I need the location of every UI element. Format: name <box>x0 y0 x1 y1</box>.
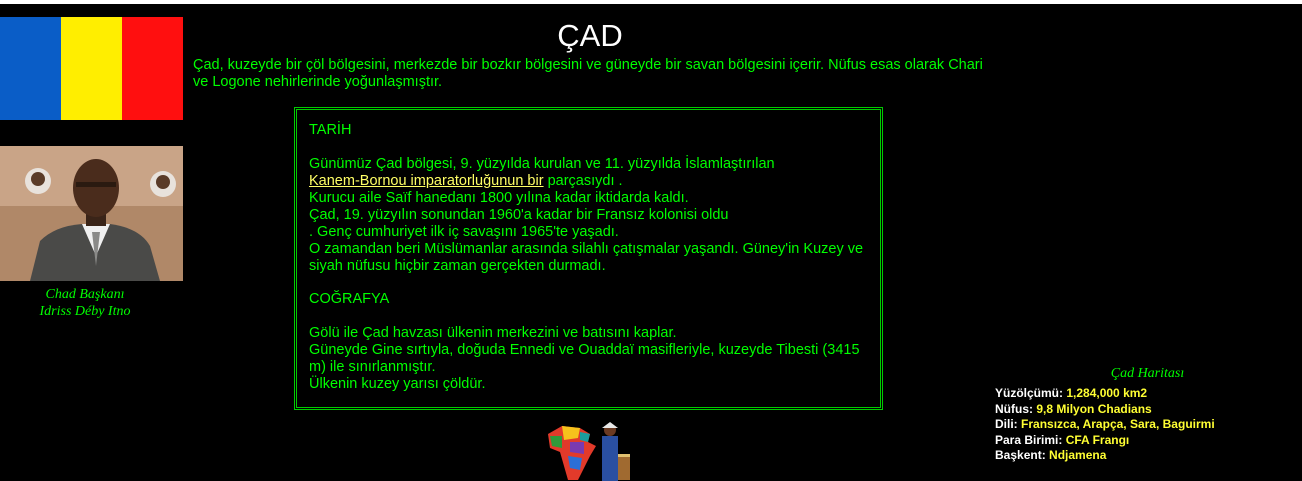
fact-currency <box>995 433 1295 449</box>
fact-language <box>995 417 1295 433</box>
fact-language-value: Fransızca, Arapça, Sara, Baguirmi <box>1021 417 1215 431</box>
geography-line1: Gölü ile Çad havzası ülkenin merkezini ve batısını kaplar. <box>309 325 677 341</box>
country-facts <box>995 386 1295 464</box>
africa-map-image <box>540 422 638 481</box>
president-caption-name: Idriss Déby Itno <box>39 304 131 319</box>
fact-population-label: Nüfus: <box>995 401 1033 416</box>
geography-line2: Güneyde Gine sırtıyla, doğuda Ennedi ve Ouaddaï masifleriyle, kuzeyde Tibesti (3415 m) ile sınırlanmıştır. <box>309 342 860 375</box>
geography-heading: COĞRAFYA <box>309 291 390 307</box>
history-line1: Günümüz Çad bölgesi, 9. yüzyılda kurulan ve 11. yüzyılda İslamlaştırılan <box>309 156 775 172</box>
fact-area-value: 1,284,000 km2 <box>1066 386 1148 400</box>
history-line4: Çad, 19. yüzyılın sonundan 1960'a kadar bir Fransız kolonisi oldu <box>309 207 729 223</box>
intro-text: Çad, kuzeyde bir çöl bölgesini, merkezde bir bozkır bölgesini ve güneyde bir savan bölgesini içerir. Nüfus esas olarak Chari ve Logone nehirlerinde yoğunlaşmıştır. <box>193 57 983 90</box>
map-title: Çad Haritası <box>1110 366 1185 381</box>
history-text <box>309 156 869 275</box>
fact-population <box>995 402 1295 418</box>
info-box <box>294 107 883 410</box>
history-line2-end: parçasıydı . <box>543 173 623 189</box>
geography-text <box>309 325 869 393</box>
fact-language-label: Dili: <box>995 417 1018 431</box>
fact-capital-label: Başkent: <box>995 448 1046 462</box>
history-line5: . Genç cumhuriyet ilk iç savaşını 1965'te yaşadı. <box>309 224 619 240</box>
chad-flag <box>0 17 183 120</box>
fact-population-value: 9,8 Milyon Chadians <box>1036 401 1152 416</box>
top-border <box>0 0 1302 4</box>
flag-stripe-yellow <box>61 17 122 120</box>
president-caption <box>0 286 170 320</box>
president-caption-title: Chad Başkanı <box>45 287 125 302</box>
fact-capital <box>995 448 1295 464</box>
geography-line3: Ülkenin kuzey yarısı çöldür. <box>309 376 486 392</box>
info-box-content <box>309 122 869 393</box>
fact-area-label: Yüzölçümü: <box>995 386 1063 400</box>
fact-currency-value: CFA Frangı <box>1065 432 1130 447</box>
president-photo <box>0 146 183 281</box>
fact-capital-value: Ndjamena <box>1049 448 1107 462</box>
flag-stripe-red <box>122 17 183 120</box>
page-title: ÇAD <box>557 18 623 53</box>
history-line6: O zamandan beri Müslümanlar arasında silahlı çatışmalar yaşandı. Güney'in Kuzey ve siyah nüfusu hiçbir zaman gerçekten durmadı. <box>309 241 864 274</box>
history-line3: Kurucu aile Saïf hanedanı 1800 yılına kadar iktidarda kaldı. <box>309 190 689 206</box>
flag-stripe-blue <box>0 17 61 120</box>
kanem-bornou-link[interactable]: Kanem-Bornou imparatorluğunun bir <box>309 173 544 189</box>
fact-currency-label: Para Birimi: <box>995 432 1063 447</box>
fact-area <box>995 386 1295 402</box>
history-heading: TARİH <box>309 122 352 138</box>
